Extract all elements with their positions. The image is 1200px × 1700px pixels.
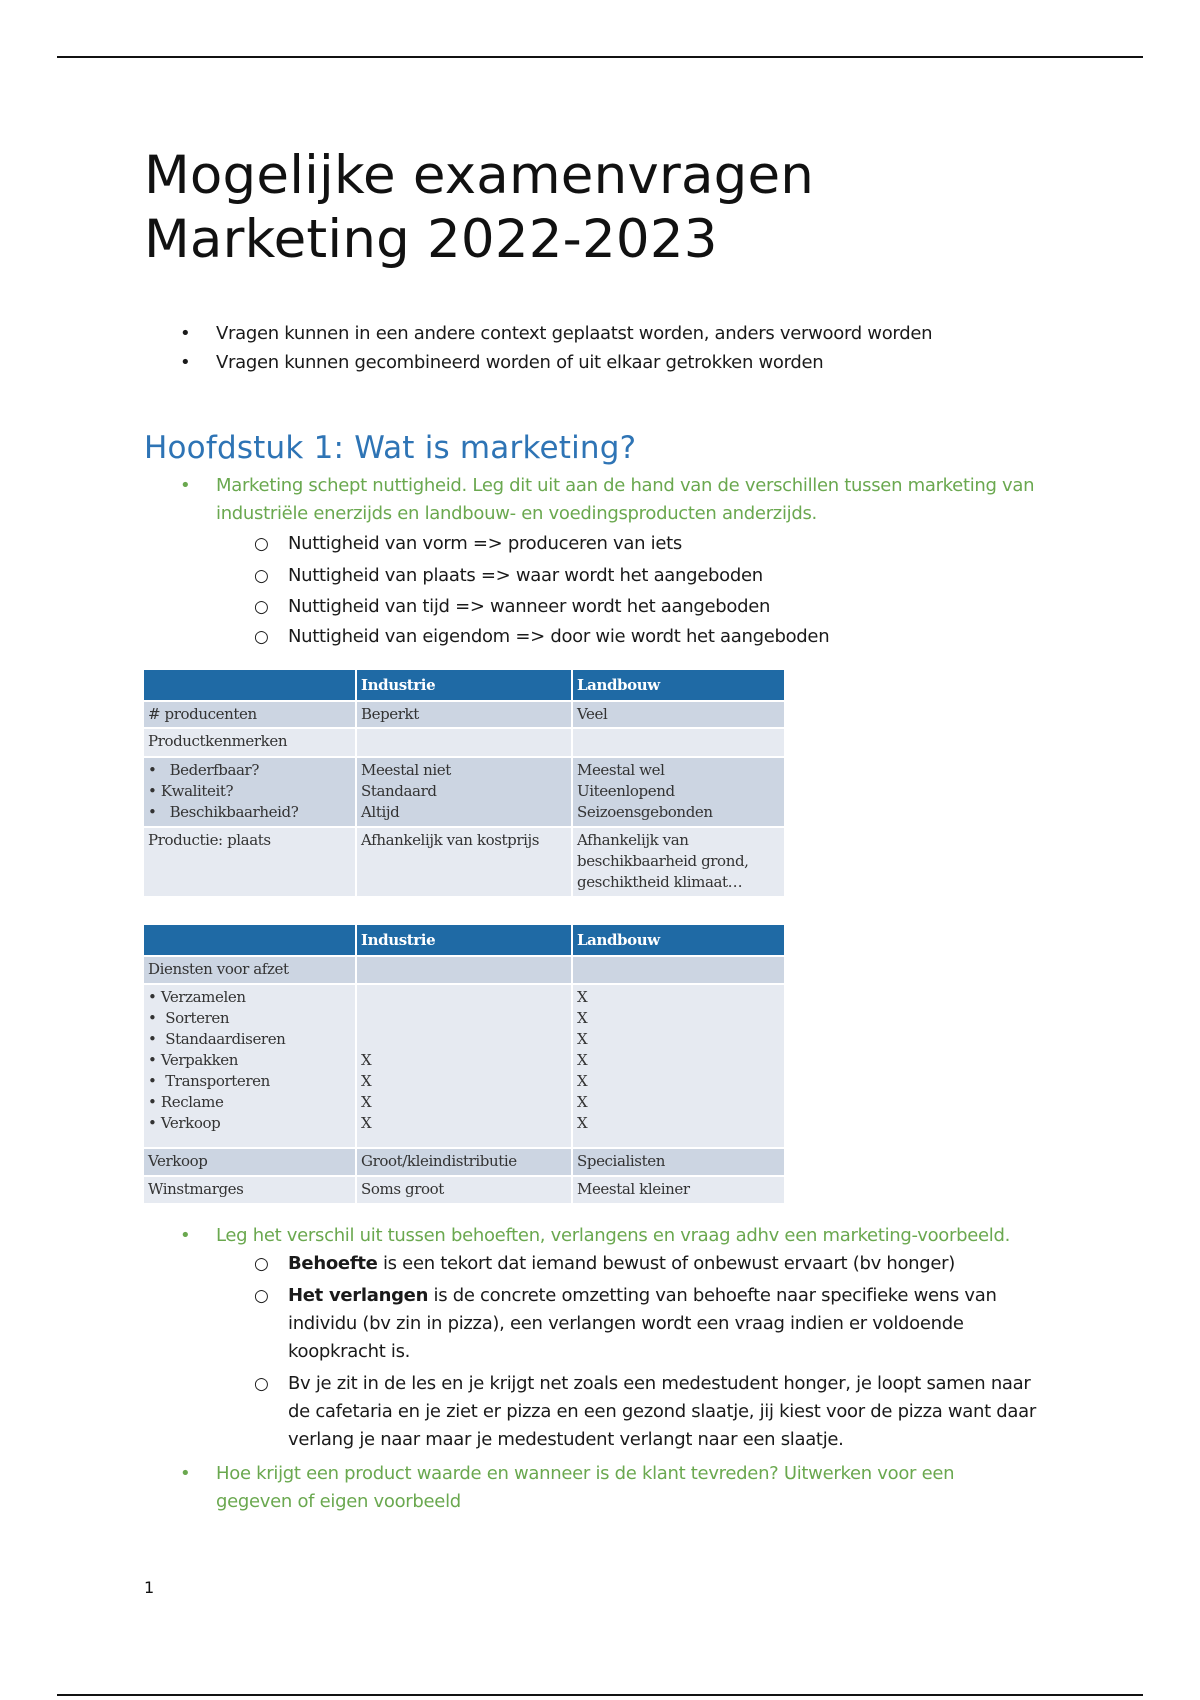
cell-line: X xyxy=(361,1114,372,1132)
cell-line xyxy=(361,1008,567,1029)
cell-line: X xyxy=(361,1051,372,1069)
q1-sub-text: Nuttigheid van eigendom => door wie wordt het aangeboden xyxy=(288,626,830,647)
header-rule xyxy=(57,56,1143,58)
question-2-text: Leg het verschil uit tussen behoeften, verlangens en vraag adhv een marketing-voorbeeld. xyxy=(216,1225,1011,1246)
table-header-cell: Landbouw xyxy=(572,670,784,701)
table-row xyxy=(144,1148,784,1176)
q1-sub-2 xyxy=(254,562,1068,590)
table-header-row xyxy=(144,670,784,701)
table-header-cell: Landbouw xyxy=(572,925,784,956)
table-cell: # producenten xyxy=(144,701,356,728)
question-1-line-2: industriële enerzijds en landbouw- en voedingsproducten anderzijds. xyxy=(216,503,817,524)
cell-line: Transporteren xyxy=(165,1072,270,1090)
cell-line: Afhankelijk van xyxy=(577,831,689,849)
cell-line: X xyxy=(577,1009,588,1027)
cell-line: Bederfbaar? xyxy=(169,761,259,779)
cell-line: X xyxy=(577,1093,588,1111)
intro-bullet-text: Vragen kunnen in een andere context geplaatst worden, anders verwoord worden xyxy=(216,323,933,344)
circle-bullet-icon: ○ xyxy=(254,1254,269,1274)
q2-sub-2 xyxy=(254,1282,1068,1366)
table-row xyxy=(144,728,784,757)
bullet-dot-icon: • xyxy=(180,1225,191,1246)
q2-sub-text: Bv je zit in de les en je krijgt net zoals een medestudent honger, je loopt samen naar xyxy=(288,1373,1031,1394)
circle-bullet-icon: ○ xyxy=(254,1374,269,1394)
table-cell xyxy=(356,984,572,1148)
cell-line: Reclame xyxy=(160,1093,224,1111)
cell-line: Seizoensgebonden xyxy=(577,803,713,821)
table-row xyxy=(144,827,784,897)
table-header-cell: Industrie xyxy=(356,670,572,701)
circle-bullet-icon: ○ xyxy=(254,597,269,617)
cell-line: Verpakken xyxy=(160,1051,238,1069)
bold-term: Behoefte xyxy=(288,1253,378,1274)
cell-line: Standaard xyxy=(361,782,437,800)
table-cell: Diensten voor afzet xyxy=(144,956,356,984)
comparison-table-2 xyxy=(144,925,784,1205)
table-cell xyxy=(572,984,784,1148)
cell-line xyxy=(361,1029,567,1050)
cell-line: Verzamelen xyxy=(160,988,246,1006)
table-cell xyxy=(572,728,784,757)
question-2 xyxy=(180,1222,1076,1250)
circle-bullet-icon: ○ xyxy=(254,566,269,586)
q1-sub-text: Nuttigheid van tijd => wanneer wordt het aangeboden xyxy=(288,596,771,617)
q2-sub-1 xyxy=(254,1250,1068,1278)
bullet-dot-icon: • xyxy=(180,352,191,373)
table-row xyxy=(144,757,784,827)
cell-line: Standaardiseren xyxy=(165,1030,286,1048)
table-header-row xyxy=(144,925,784,956)
comparison-table-1 xyxy=(144,670,784,898)
table-cell xyxy=(356,956,572,984)
table-cell: Afhankelijk van kostprijs xyxy=(356,827,572,897)
circle-bullet-icon: ○ xyxy=(254,627,269,647)
circle-bullet-icon: ○ xyxy=(254,534,269,554)
bullet-dot-icon: • xyxy=(180,475,191,496)
intro-bullet-2 xyxy=(180,349,1076,377)
q2-sub-text: is de concrete omzetting van behoefte naar specifieke wens van xyxy=(428,1285,997,1306)
cell-line: X xyxy=(361,1072,372,1090)
cell-line: Sorteren xyxy=(165,1009,230,1027)
table-cell: Specialisten xyxy=(572,1148,784,1176)
q2-sub-text: koopkracht is. xyxy=(288,1341,411,1362)
q2-sub-text: individu (bv zin in pizza), een verlangen wordt een vraag indien er voldoende xyxy=(288,1313,964,1334)
q2-sub-text: is een tekort dat iemand bewust of onbewust ervaart (bv honger) xyxy=(377,1253,956,1274)
document-title xyxy=(144,144,1044,272)
bullet-dot-icon: • xyxy=(180,323,191,344)
q1-sub-4 xyxy=(254,623,1068,651)
table-row xyxy=(144,956,784,984)
question-1 xyxy=(180,472,1076,528)
table-header-cell xyxy=(144,925,356,956)
table-header-cell: Industrie xyxy=(356,925,572,956)
table-cell: Winstmarges xyxy=(144,1176,356,1204)
cell-line xyxy=(361,987,567,1008)
question-3-line-1: Hoe krijgt een product waarde en wanneer is de klant tevreden? Uitwerken voor een xyxy=(216,1463,955,1484)
table-cell: Productie: plaats xyxy=(144,827,356,897)
intro-bullet-text: Vragen kunnen gecombineerd worden of uit elkaar getrokken worden xyxy=(216,352,824,373)
question-3 xyxy=(180,1460,1076,1516)
circle-bullet-icon: ○ xyxy=(254,1286,269,1306)
table-cell: Soms groot xyxy=(356,1176,572,1204)
question-3-line-2: gegeven of eigen voorbeeld xyxy=(216,1491,461,1512)
table-cell xyxy=(572,757,784,827)
cell-line: X xyxy=(577,1114,588,1132)
cell-line: X xyxy=(577,1072,588,1090)
cell-line: beschikbaarheid grond, xyxy=(577,852,749,870)
bold-term: Het verlangen xyxy=(288,1285,429,1306)
cell-line: Altijd xyxy=(361,803,400,821)
table-cell xyxy=(572,827,784,897)
table-cell: Groot/kleindistributie xyxy=(356,1148,572,1176)
cell-line: Meestal wel xyxy=(577,761,665,779)
table-cell: Verkoop xyxy=(144,1148,356,1176)
page-number: 1 xyxy=(144,1578,155,1597)
table-cell xyxy=(356,728,572,757)
cell-line: Kwaliteit? xyxy=(160,782,234,800)
table-row xyxy=(144,984,784,1148)
cell-line: Uiteenlopend xyxy=(577,782,675,800)
cell-line: Verkoop xyxy=(160,1114,221,1132)
cell-line: X xyxy=(577,1030,588,1048)
table-cell xyxy=(356,757,572,827)
cell-line: X xyxy=(361,1093,372,1111)
chapter-heading: Hoofdstuk 1: Wat is marketing? xyxy=(144,430,637,466)
table-row xyxy=(144,701,784,728)
q2-sub-3 xyxy=(254,1370,1068,1454)
title-line-2: Marketing 2022-2023 xyxy=(144,209,718,270)
intro-bullet-1 xyxy=(180,320,1076,348)
table-cell: Veel xyxy=(572,701,784,728)
bullet-dot-icon: • xyxy=(180,1463,191,1484)
question-1-line-1: Marketing schept nuttigheid. Leg dit uit aan de hand van de verschillen tussen marketing van xyxy=(216,475,1035,496)
q1-sub-1 xyxy=(254,530,1068,558)
q1-sub-text: Nuttigheid van vorm => produceren van iets xyxy=(288,533,682,554)
cell-line: X xyxy=(577,1051,588,1069)
table-cell: • Bederfbaar? • Kwaliteit? • Beschikbaarheid? xyxy=(144,757,356,827)
table-cell: Productkenmerken xyxy=(144,728,356,757)
cell-line: Beschikbaarheid? xyxy=(169,803,299,821)
q1-sub-text: Nuttigheid van plaats => waar wordt het aangeboden xyxy=(288,565,763,586)
title-line-1: Mogelijke examenvragen xyxy=(144,145,815,206)
cell-line: Meestal niet xyxy=(361,761,451,779)
table-cell: Beperkt xyxy=(356,701,572,728)
cell-line: X xyxy=(577,988,588,1006)
table-cell: • Verzamelen • Sorteren • Standaardiseren • Verpakken • Transporteren • Reclame • Verkoop xyxy=(144,984,356,1148)
cell-line: geschiktheid klimaat… xyxy=(577,873,743,891)
table-row xyxy=(144,1176,784,1204)
q2-sub-text: de cafetaria en je ziet er pizza en een gezond slaatje, jij kiest voor de pizza want daar xyxy=(288,1401,1036,1422)
footer-rule xyxy=(57,1694,1143,1696)
table-cell: Meestal kleiner xyxy=(572,1176,784,1204)
q2-sub-text: verlang je naar maar je medestudent verlangt naar een slaatje. xyxy=(288,1429,844,1450)
table-header-cell xyxy=(144,670,356,701)
q1-sub-3 xyxy=(254,593,1068,621)
table-cell xyxy=(572,956,784,984)
